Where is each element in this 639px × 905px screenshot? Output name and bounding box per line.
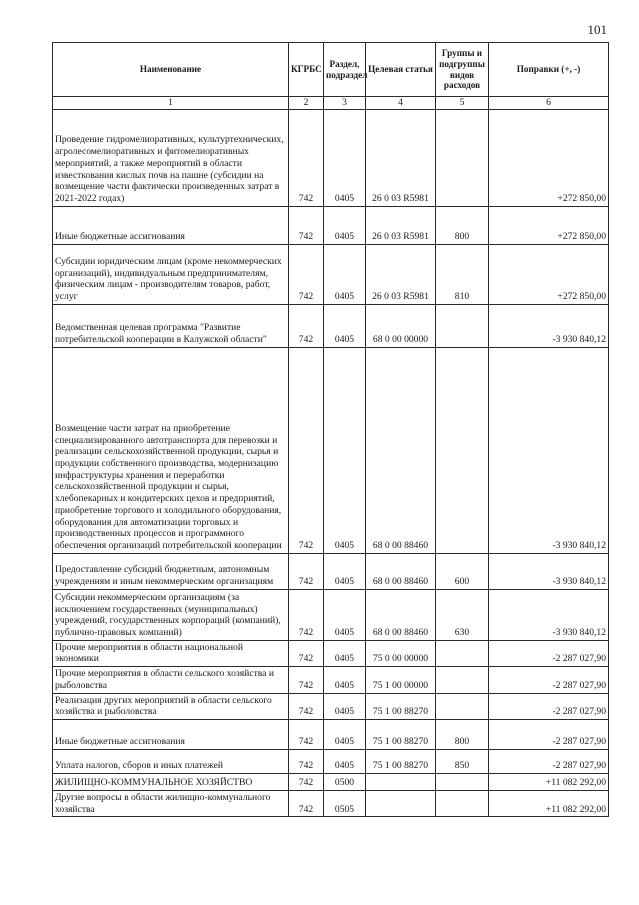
column-number: 4 bbox=[366, 97, 436, 110]
row-target-cell: 75 1 00 88270 bbox=[366, 719, 436, 749]
row-name-cell: Иные бюджетные ассигнования bbox=[53, 206, 289, 244]
row-amount-cell: -2 287 027,90 bbox=[489, 640, 609, 666]
table-row bbox=[53, 773, 609, 790]
table-row bbox=[53, 790, 609, 816]
table-row bbox=[53, 640, 609, 666]
row-kgrbs-cell: 742 bbox=[289, 667, 324, 693]
row-group-cell: 800 bbox=[436, 719, 489, 749]
row-group-cell bbox=[436, 347, 489, 553]
row-kgrbs-cell: 742 bbox=[289, 749, 324, 773]
row-section-cell: 0405 bbox=[324, 553, 366, 589]
header-group: Группы и подгруппы видов расходов bbox=[436, 43, 489, 97]
row-amount-cell: -3 930 840,12 bbox=[489, 347, 609, 553]
row-target-cell bbox=[366, 773, 436, 790]
row-kgrbs-cell: 742 bbox=[289, 693, 324, 719]
row-kgrbs-cell: 742 bbox=[289, 206, 324, 244]
column-number-row bbox=[53, 97, 609, 110]
table-row bbox=[53, 347, 609, 553]
row-target-cell: 75 1 00 00000 bbox=[366, 667, 436, 693]
row-kgrbs-cell: 742 bbox=[289, 553, 324, 589]
table-row bbox=[53, 667, 609, 693]
row-group-cell bbox=[436, 640, 489, 666]
row-section-cell: 0505 bbox=[324, 790, 366, 816]
row-section-cell: 0405 bbox=[324, 206, 366, 244]
row-section-cell: 0405 bbox=[324, 667, 366, 693]
row-target-cell bbox=[366, 790, 436, 816]
column-number: 3 bbox=[324, 97, 366, 110]
row-section-cell: 0405 bbox=[324, 589, 366, 640]
row-amount-cell: +11 082 292,00 bbox=[489, 773, 609, 790]
column-number: 1 bbox=[53, 97, 289, 110]
row-kgrbs-cell: 742 bbox=[289, 304, 324, 347]
row-section-cell: 0405 bbox=[324, 244, 366, 304]
row-name-cell: Реализация других мероприятий в области сельского хозяйства и рыболовства bbox=[53, 693, 289, 719]
row-section-cell: 0500 bbox=[324, 773, 366, 790]
header-row bbox=[53, 43, 609, 97]
row-amount-cell: -2 287 027,90 bbox=[489, 749, 609, 773]
row-group-cell: 630 bbox=[436, 589, 489, 640]
row-kgrbs-cell: 742 bbox=[289, 773, 324, 790]
row-name-cell: Уплата налогов, сборов и иных платежей bbox=[53, 749, 289, 773]
row-amount-cell: +11 082 292,00 bbox=[489, 790, 609, 816]
budget-table bbox=[52, 42, 609, 817]
row-group-cell bbox=[436, 109, 489, 206]
row-target-cell: 68 0 00 00000 bbox=[366, 304, 436, 347]
row-name-cell: Проведение гидромелиоративных, культуртехнических, агролесомелиоративных и фитомелиоративных мероприятий, а также мероприятий в области известкования кислых почв на пашне (субсидии на возмещение части фактически произведенных затрат в 2021-2022 годах) bbox=[53, 109, 289, 206]
page-number: 101 bbox=[587, 22, 607, 37]
row-group-cell bbox=[436, 304, 489, 347]
row-kgrbs-cell: 742 bbox=[289, 719, 324, 749]
row-group-cell: 810 bbox=[436, 244, 489, 304]
row-name-cell: Прочие мероприятия в области национальной экономики bbox=[53, 640, 289, 666]
row-section-cell: 0405 bbox=[324, 640, 366, 666]
row-target-cell: 26 0 03 R5981 bbox=[366, 244, 436, 304]
table-row bbox=[53, 749, 609, 773]
row-group-cell: 850 bbox=[436, 749, 489, 773]
row-name-cell: ЖИЛИЩНО-КОММУНАЛЬНОЕ ХОЗЯЙСТВО bbox=[53, 773, 289, 790]
row-section-cell: 0405 bbox=[324, 347, 366, 553]
row-section-cell: 0405 bbox=[324, 749, 366, 773]
row-amount-cell: -3 930 840,12 bbox=[489, 553, 609, 589]
row-kgrbs-cell: 742 bbox=[289, 347, 324, 553]
row-group-cell bbox=[436, 773, 489, 790]
row-kgrbs-cell: 742 bbox=[289, 640, 324, 666]
header-amount: Поправки (+, -) bbox=[489, 43, 609, 97]
table-row bbox=[53, 244, 609, 304]
row-kgrbs-cell: 742 bbox=[289, 589, 324, 640]
row-name-cell: Возмещение части затрат на приобретение специализированного автотранспорта для перевозки и реализации сельскохозяйственной продукции, сырья и продукции собственного производства, модернизацию инфраструктуры хранения и переработки сельскохозяйственной продукции и сырья, хлебопекарных и кондитерских цехов и предприятий, приобретение торгового и холодильного оборудования, оборудования для автоматизации торговых и производственных процессов и программного обеспечения организаций потребительской кооперации bbox=[53, 347, 289, 553]
table-row bbox=[53, 693, 609, 719]
row-group-cell bbox=[436, 693, 489, 719]
row-target-cell: 26 0 03 R5981 bbox=[366, 206, 436, 244]
row-amount-cell: -2 287 027,90 bbox=[489, 719, 609, 749]
row-target-cell: 68 0 00 88460 bbox=[366, 553, 436, 589]
row-amount-cell: -2 287 027,90 bbox=[489, 693, 609, 719]
header-target: Целевая статья bbox=[366, 43, 436, 97]
row-section-cell: 0405 bbox=[324, 693, 366, 719]
header-kgrbs: КГРБС bbox=[289, 43, 324, 97]
row-group-cell: 800 bbox=[436, 206, 489, 244]
row-section-cell: 0405 bbox=[324, 304, 366, 347]
row-kgrbs-cell: 742 bbox=[289, 109, 324, 206]
row-target-cell: 68 0 00 88460 bbox=[366, 589, 436, 640]
row-group-cell bbox=[436, 790, 489, 816]
row-name-cell: Субсидии некоммерческим организациям (за исключением государственных (муниципальных) учреждений, государственных корпораций (компаний), публично-правовых компаний) bbox=[53, 589, 289, 640]
row-group-cell: 600 bbox=[436, 553, 489, 589]
row-kgrbs-cell: 742 bbox=[289, 244, 324, 304]
table-row bbox=[53, 719, 609, 749]
row-section-cell: 0405 bbox=[324, 719, 366, 749]
table-row bbox=[53, 304, 609, 347]
row-target-cell: 75 0 00 00000 bbox=[366, 640, 436, 666]
row-target-cell: 68 0 00 88460 bbox=[366, 347, 436, 553]
row-amount-cell: +272 850,00 bbox=[489, 244, 609, 304]
column-number: 6 bbox=[489, 97, 609, 110]
row-name-cell: Ведомственная целевая программа "Развитие потребительской кооперации в Калужской области" bbox=[53, 304, 289, 347]
row-section-cell: 0405 bbox=[324, 109, 366, 206]
header-section: Раздел, подраздел bbox=[324, 43, 366, 97]
row-group-cell bbox=[436, 667, 489, 693]
row-name-cell: Другие вопросы в области жилищно-коммунального хозяйства bbox=[53, 790, 289, 816]
table-row bbox=[53, 553, 609, 589]
row-amount-cell: +272 850,00 bbox=[489, 109, 609, 206]
row-amount-cell: -2 287 027,90 bbox=[489, 667, 609, 693]
row-target-cell: 75 1 00 88270 bbox=[366, 749, 436, 773]
table-row bbox=[53, 206, 609, 244]
row-amount-cell: -3 930 840,12 bbox=[489, 304, 609, 347]
table-row bbox=[53, 589, 609, 640]
row-name-cell: Иные бюджетные ассигнования bbox=[53, 719, 289, 749]
row-target-cell: 26 0 03 R5981 bbox=[366, 109, 436, 206]
row-name-cell: Субсидии юридическим лицам (кроме некоммерческих организаций), индивидуальным предпринимателям, физическим лицам - производителям товаров, работ, услуг bbox=[53, 244, 289, 304]
row-name-cell: Предоставление субсидий бюджетным, автономным учреждениям и иным некоммерческим организациям bbox=[53, 553, 289, 589]
row-target-cell: 75 1 00 88270 bbox=[366, 693, 436, 719]
row-kgrbs-cell: 742 bbox=[289, 790, 324, 816]
column-number: 2 bbox=[289, 97, 324, 110]
row-amount-cell: -3 930 840,12 bbox=[489, 589, 609, 640]
row-name-cell: Прочие мероприятия в области сельского хозяйства и рыболовства bbox=[53, 667, 289, 693]
row-amount-cell: +272 850,00 bbox=[489, 206, 609, 244]
column-number: 5 bbox=[436, 97, 489, 110]
table-row bbox=[53, 109, 609, 206]
header-name: Наименование bbox=[53, 43, 289, 97]
